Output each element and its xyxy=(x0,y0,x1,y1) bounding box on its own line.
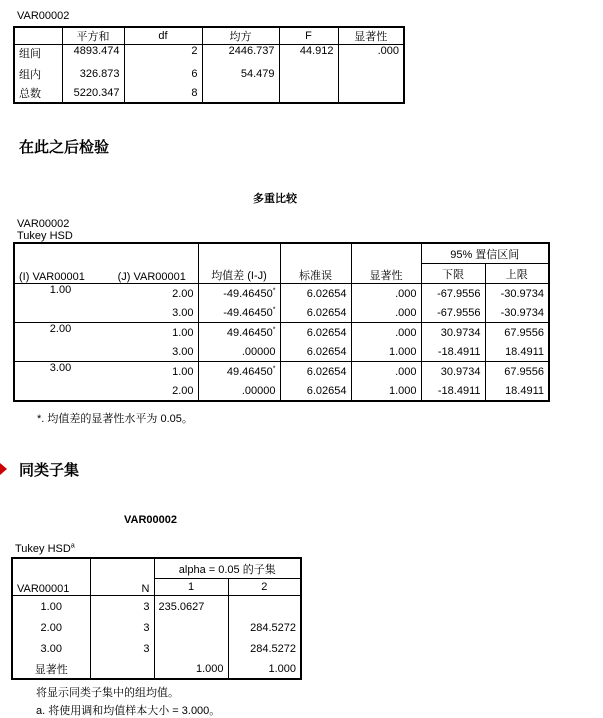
anova-ms: 54.479 xyxy=(202,64,279,83)
mc-mean-diff-value: 49.46450 xyxy=(226,365,273,378)
hs-n xyxy=(90,659,154,679)
mc-header-ci: 95% 置信区间 xyxy=(421,243,549,264)
anova-sig xyxy=(338,83,404,103)
subsets-title: VAR00002 xyxy=(124,514,177,526)
anova-header-df: df xyxy=(124,27,202,45)
anova-f: 44.912 xyxy=(279,45,338,65)
mc-sig: .000 xyxy=(351,303,421,323)
mc-header-row-1 xyxy=(14,243,549,264)
anova-header-row xyxy=(14,27,404,45)
mc-j-value: 2.00 xyxy=(172,287,194,300)
mc-i-value: 2.00 xyxy=(14,323,106,362)
anova-row-within xyxy=(14,64,404,83)
posthoc-heading: 在此之后检验 xyxy=(19,138,110,156)
significance-star: * xyxy=(272,286,276,294)
hs-group: 3.00 xyxy=(40,642,62,655)
hs-group: 1.00 xyxy=(40,600,62,613)
mc-upper: 67.9556 xyxy=(485,362,549,382)
mc-std-error: 6.02654 xyxy=(280,342,351,362)
anova-ss: 326.873 xyxy=(62,64,124,83)
mc-upper: -30.9734 xyxy=(485,284,549,304)
subsets-caption xyxy=(15,543,75,555)
mc-j-value: 3.00 xyxy=(172,306,194,319)
mc-lower: 30.9734 xyxy=(421,362,485,382)
mc-header-sig: 显著性 xyxy=(351,243,421,284)
hs-subset-1: 235.0627 xyxy=(154,596,228,618)
hs-header-n: N xyxy=(90,558,154,596)
homogeneous-subsets-table xyxy=(11,557,302,680)
anova-f xyxy=(279,83,338,103)
subsets-note-1: 将显示同类子集中的组均值。 xyxy=(36,687,179,699)
mc-j-value: 2.00 xyxy=(172,384,194,397)
anova-df: 2 xyxy=(124,45,202,65)
anova-row-label: 组间 xyxy=(19,48,41,60)
anova-ss: 4893.474 xyxy=(62,45,124,65)
anova-df: 6 xyxy=(124,64,202,83)
mc-lower: -67.9556 xyxy=(421,284,485,304)
significance-star: * xyxy=(272,325,276,333)
hs-header-subset-1: 1 xyxy=(154,579,228,596)
subsets-caption-method: Tukey HSD xyxy=(15,543,71,555)
hs-row-sig xyxy=(12,659,301,679)
significance-star: * xyxy=(272,305,276,313)
anova-ms xyxy=(202,83,279,103)
posthoc-caption-var: VAR00002 xyxy=(17,218,70,230)
mc-mean-diff xyxy=(198,362,280,382)
anova-header-blank xyxy=(14,27,62,45)
anova-row-total xyxy=(14,83,404,103)
mc-lower: 30.9734 xyxy=(421,323,485,343)
mc-std-error: 6.02654 xyxy=(280,323,351,343)
mc-sig: 1.000 xyxy=(351,381,421,401)
mc-upper: 18.4911 xyxy=(485,342,549,362)
mc-sig: .000 xyxy=(351,323,421,343)
hs-header-alpha: alpha = 0.05 的子集 xyxy=(154,558,301,579)
posthoc-caption xyxy=(17,218,73,242)
hs-subset-2: 284.5272 xyxy=(228,638,301,659)
hs-row xyxy=(12,596,301,618)
mc-std-error: 6.02654 xyxy=(280,284,351,304)
footnote-marker: a xyxy=(70,542,75,550)
hs-subset-1: 1.000 xyxy=(154,659,228,679)
anova-ms: 2446.737 xyxy=(202,45,279,65)
mc-mean-diff-value: 49.46450 xyxy=(226,326,273,339)
anova-row-between xyxy=(14,45,404,65)
mc-mean-diff: .00000 xyxy=(198,342,280,362)
anova-header-f: F xyxy=(279,27,338,45)
mc-header-std-error: 标准误 xyxy=(280,243,351,284)
mc-upper: 67.9556 xyxy=(485,323,549,343)
mc-upper: 18.4911 xyxy=(485,381,549,401)
hs-row xyxy=(12,638,301,659)
mc-header-j: (J) VAR00001 xyxy=(106,243,198,284)
mc-row xyxy=(14,323,549,343)
mc-sig: 1.000 xyxy=(351,342,421,362)
anova-caption: VAR00002 xyxy=(17,10,70,22)
hs-header-subset-2: 2 xyxy=(228,579,301,596)
mc-lower: -67.9556 xyxy=(421,303,485,323)
mc-sig: .000 xyxy=(351,284,421,304)
mc-mean-diff xyxy=(198,284,280,304)
anova-header-sig: 显著性 xyxy=(338,27,404,45)
mc-j-value: 3.00 xyxy=(172,345,194,358)
hs-header-row-1 xyxy=(12,558,301,579)
mc-header-i: (I) VAR00001 xyxy=(14,243,106,284)
subsets-note-2: a. 将使用调和均值样本大小 = 3.000。 xyxy=(36,705,221,717)
anova-f xyxy=(279,64,338,83)
anova-sig: .000 xyxy=(338,45,404,65)
hs-n: 3 xyxy=(90,617,154,638)
mc-std-error: 6.02654 xyxy=(280,303,351,323)
mc-mean-diff xyxy=(198,303,280,323)
multiple-comparisons-table xyxy=(13,242,550,402)
anova-ss: 5220.347 xyxy=(62,83,124,103)
anova-row-label: 组内 xyxy=(19,68,41,81)
mc-mean-diff: .00000 xyxy=(198,381,280,401)
subsets-heading: 同类子集 xyxy=(19,461,80,479)
mc-std-error: 6.02654 xyxy=(280,381,351,401)
mc-lower: -18.4911 xyxy=(421,342,485,362)
mc-i-value: 1.00 xyxy=(49,284,72,296)
hs-group: 显著性 xyxy=(34,663,68,676)
current-section-arrow-icon xyxy=(0,463,7,475)
mc-header-lower: 下限 xyxy=(421,264,485,284)
mc-mean-diff-value: -49.46450 xyxy=(223,306,273,319)
hs-subset-2: 284.5272 xyxy=(228,617,301,638)
mc-row xyxy=(14,284,549,304)
mc-sig: .000 xyxy=(351,362,421,382)
hs-header-group: VAR00001 xyxy=(12,558,90,596)
hs-subset-2: 1.000 xyxy=(228,659,301,679)
hs-n: 3 xyxy=(90,596,154,618)
hs-group: 2.00 xyxy=(40,621,62,634)
mc-mean-diff-value: -49.46450 xyxy=(223,287,273,300)
anova-sig xyxy=(338,64,404,83)
anova-table xyxy=(13,26,405,104)
hs-n: 3 xyxy=(90,638,154,659)
posthoc-title: 多重比较 xyxy=(253,193,297,205)
hs-subset-1 xyxy=(154,617,228,638)
mc-std-error: 6.02654 xyxy=(280,362,351,382)
mc-j-value: 1.00 xyxy=(106,362,198,382)
posthoc-footnote: *. 均值差的显著性水平为 0.05。 xyxy=(37,413,193,425)
mc-upper: -30.9734 xyxy=(485,303,549,323)
mc-i-value: 3.00 xyxy=(14,362,106,402)
anova-header-ms: 均方 xyxy=(202,27,279,45)
significance-star: * xyxy=(272,364,276,372)
anova-df: 8 xyxy=(124,83,202,103)
mc-lower: -18.4911 xyxy=(421,381,485,401)
hs-subset-1 xyxy=(154,638,228,659)
posthoc-caption-method: Tukey HSD xyxy=(17,230,73,242)
anova-row-label: 总数 xyxy=(19,87,41,100)
mc-header-mean-diff: 均值差 (I-J) xyxy=(198,243,280,284)
anova-header-ss: 平方和 xyxy=(62,27,124,45)
mc-mean-diff xyxy=(198,323,280,343)
hs-row xyxy=(12,617,301,638)
mc-j-value: 1.00 xyxy=(106,323,198,343)
mc-header-upper: 上限 xyxy=(485,264,549,284)
mc-row xyxy=(14,362,549,382)
hs-subset-2 xyxy=(228,596,301,618)
